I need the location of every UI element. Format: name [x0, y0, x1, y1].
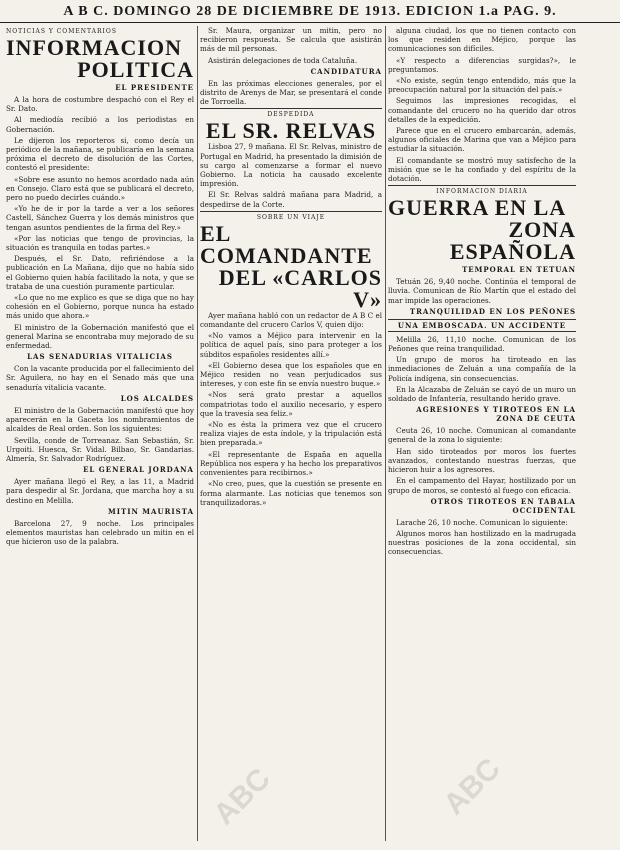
paragraph: El Sr. Relvas saldrá mañana para Madrid, a despedirse de la Corte. [200, 190, 382, 209]
paragraph: alguna ciudad, los que no tienen contacto con los que residen en Méjico, porque las comunicaciones son difíciles. [388, 26, 576, 54]
watermark-stamp: ABC [437, 751, 507, 822]
paragraph: Tetuán 26, 9,40 noche. Continúa el temporal de lluvia. Comunican de Río Martín que el estado del mar impide las operaciones. [388, 277, 576, 305]
section-kicker: SOBRE UN VIAJE [256, 213, 326, 221]
paragraph: Lisboa 27, 9 mañana. El Sr. Relvas, ministro de Portugal en Madrid, ha presentado la dimisión de su cargo al comenzarse a formar el nuevo Gobierno. La noticia ha causado excelente impresión. [200, 142, 382, 189]
paragraph: Melilla 26, 11,10 noche. Comunican de los Peñones que reina tranquilidad. [388, 334, 576, 354]
paragraph: A la hora de costumbre despachó con el Rey el Sr. Dato. [6, 95, 194, 114]
paragraph: «El representante de España en aquella República nos espera y ha hecho los preparativos convenientes para recibirnos.» [200, 449, 382, 478]
watermark-stamp: ABC [207, 761, 277, 832]
subhead-penones: TRANQUILIDAD EN LOS PEÑONES [409, 306, 576, 316]
paragraph: Con la vacante producida por el fallecimiento del Sr. Aguilera, no hay en el Senado más que una senaduría vitalicia vacante. [6, 364, 194, 392]
paragraph: El comandante se mostró muy satisfecho de la misión que se le ha confiado y del espíritu de la dotación. [388, 155, 576, 184]
divider [200, 108, 382, 109]
paragraph: «Y respecto a diferencias surgidas?», le preguntamos. [388, 55, 576, 74]
paragraph: Le dijeron los reporteros si, como decía un periódico de la mañana, se publicaría en la semana próxima el decreto de disolución de las Cortes, contestó el presidente: [6, 135, 194, 173]
divider [200, 211, 382, 212]
paragraph: Sevilla, conde de Torreanaz. San Sebastián, Sr. Urgoiti. Huesca, Sr. Vidal. Bilbao, Sr. Gandarias. Almería, Sr. Salvador Rodríguez. [6, 435, 194, 463]
paragraph: «Por las noticias que tengo de provincias, la situación es tranquila en todas partes.» [6, 233, 194, 253]
headline-informacion: INFORMACION [6, 35, 182, 60]
paragraph: Han sido tiroteados por moros los fuertes avanzados, contestando nuestras fuerzas, que hicieron huir a los agresores. [388, 446, 576, 475]
column-rule [197, 26, 198, 841]
subhead-senadurias: LAS SENADURIAS VITALICIAS [27, 352, 173, 362]
subhead-temporal: TEMPORAL EN TETUAN [462, 265, 576, 275]
headline-guerra: GUERRA EN LA [388, 195, 567, 221]
paragraph: «Lo que no me explico es que se diga que no hay cohesión en el Gobierno, porque nunca ha estado más unido que ahora.» [6, 293, 194, 321]
paragraph: Sr. Maura, organizar un mitin, pero no recibieron respuesta. Se calcula que asistirán más de mil personas. [200, 26, 382, 54]
paragraph: Asistirán delegaciones de toda Cataluña. [208, 55, 358, 65]
section-kicker: INFORMACION DIARIA [436, 188, 528, 196]
section-kicker: NOTICIAS Y COMENTARIOS [6, 28, 117, 35]
subhead-candidatura: CANDIDATURA [310, 66, 382, 76]
subhead-presidente: EL PRESIDENTE [115, 83, 194, 92]
masthead: A B C. DOMINGO 28 DE DICIEMBRE DE 1913. EDICION 1.a PAG. 9. [0, 4, 620, 23]
paragraph: Algunos moros han hostilizado en la madrugada nuestras posiciones de la zona occidental, sin consecuencias. [388, 528, 576, 557]
headline-zona-espanola: ZONA ESPAÑOLA [449, 217, 576, 265]
column-3 [388, 26, 576, 846]
subhead-mitin-maurista: MITIN MAURISTA [107, 506, 194, 516]
paragraph: Ayer mañana habló con un redactor de A B C el comandante del crucero Carlos V, quien dijo: [200, 310, 382, 330]
paragraph: «No vamos a Méjico para intervenir en la política de aquel país, sino para proteger a los súbditos españoles residentes allí.» [200, 331, 382, 359]
paragraph: «Yo he de ir por la tarde a ver a los señores Castell, Sánchez Guerra y los demás ministros que tengan asuntos pendientes de la firma del Rey.» [6, 204, 194, 232]
paragraph: «Nos será grato prestar a aquellos compatriotas todo el auxilio necesario, y espero que la travesía sea feliz.» [200, 390, 382, 418]
paragraph: Al mediodía recibió a los periodistas en Gobernación. [6, 115, 194, 134]
headline-relvas: EL SR. RELVAS [205, 118, 377, 144]
paragraph: El ministro de la Gobernación manifestó que hoy aparecerán en la Gaceta los nombramientos de alcaldes de Real orden. Son los siguientes: [6, 405, 194, 434]
paragraph: Ayer mañana llegó el Rey, a las 11, a Madrid para despedir al Sr. Jordana, que marcha hoy a su destino en Melilla. [6, 477, 194, 505]
column-rule [385, 26, 386, 841]
paragraph: «El Gobierno desea que los españoles que en Méjico residen no vean perjudicados sus intereses, y con este fin se envía nuestro buque.» [200, 360, 382, 389]
subhead-emboscada: UNA EMBOSCADA. UN ACCIDENTE [388, 319, 576, 332]
paragraph: Después, el Sr. Dato, refiriéndose a la publicación en La Mañana, dijo que no había sido el Gobierno quien había facilitado la nota, y que se trataba de una cuestión puramente particular. [6, 254, 194, 291]
divider [388, 185, 576, 186]
column-1 [6, 26, 194, 846]
subhead-general-jordana: EL GENERAL JORDANA [83, 465, 194, 475]
paragraph: En las próximas elecciones generales, por el distrito de Arenys de Mar, se presentará el conde de Torroella. [200, 78, 382, 107]
headline-comandante: EL COMANDANTE [200, 220, 373, 268]
headline-politica: POLITICA [77, 57, 194, 82]
paragraph: En la Alcazaba de Zeluán se cayó de un muro un soldado de Infantería, resultando herido grave. [388, 384, 576, 404]
paragraph: «Sobre ese asunto no hemos acordado nada aún en Consejo. Claro está que se publicará el decreto, pero no puedo decirles cuándo.» [6, 174, 194, 203]
paragraph: «No creo, pues, que la cuestión se presente en forma alarmante. Las noticias que tenemos son tranquilizadoras.» [200, 479, 382, 507]
paragraph: Parece que en el crucero embarcarán, además, algunos oficiales de Marina que van a Méjico para estudiar la situación. [388, 126, 576, 154]
paragraph: Ceuta 26, 10 noche. Comunican al comandante general de la zona lo siguiente: [388, 426, 576, 445]
paragraph: En el campamento del Hayar, hostilizado por un grupo de moros, se contestó al fuego con eficacia. [388, 476, 576, 495]
headline-carlos-v: DEL «CARLOS V» [218, 264, 382, 312]
section-kicker: DESPEDIDA [267, 111, 315, 119]
paragraph: Seguimos las impresiones recogidas, el comandante del crucero no ha querido dar otros detalles de la expedición. [388, 96, 576, 124]
paragraph: Larache 26, 10 noche. Comunican lo siguiente: [396, 517, 568, 527]
column-2 [200, 26, 382, 846]
paragraph: Barcelona 27, 9 noche. Los principales elementos mauristas han celebrado un mitin en el que hicieron uso de la palabra. [6, 518, 194, 547]
subhead-agresiones: AGRESIONES Y TIROTEOS EN LA ZONA DE CEUTA [416, 405, 576, 424]
subhead-otros-tiroteos: OTROS TIROTEOS EN TABALA OCCIDENTAL [430, 496, 576, 515]
paragraph: «No es ésta la primera vez que el crucero realiza viajes de esta índole, y la tripulación está bien preparada.» [200, 420, 382, 448]
subhead-alcaldes: LOS ALCALDES [120, 393, 194, 403]
paragraph: «No existe, según tengo entendido, más que la preocupación natural por la situación del país.» [388, 76, 576, 95]
paragraph: El ministro de la Gobernación manifestó que el general Marina se encontraba muy mejorado de su enfermedad. [6, 322, 194, 351]
paragraph: Un grupo de moros ha tiroteado en las inmediaciones de Zeluán a una compañía de la Policía indígena, sin consecuencias. [388, 355, 576, 383]
